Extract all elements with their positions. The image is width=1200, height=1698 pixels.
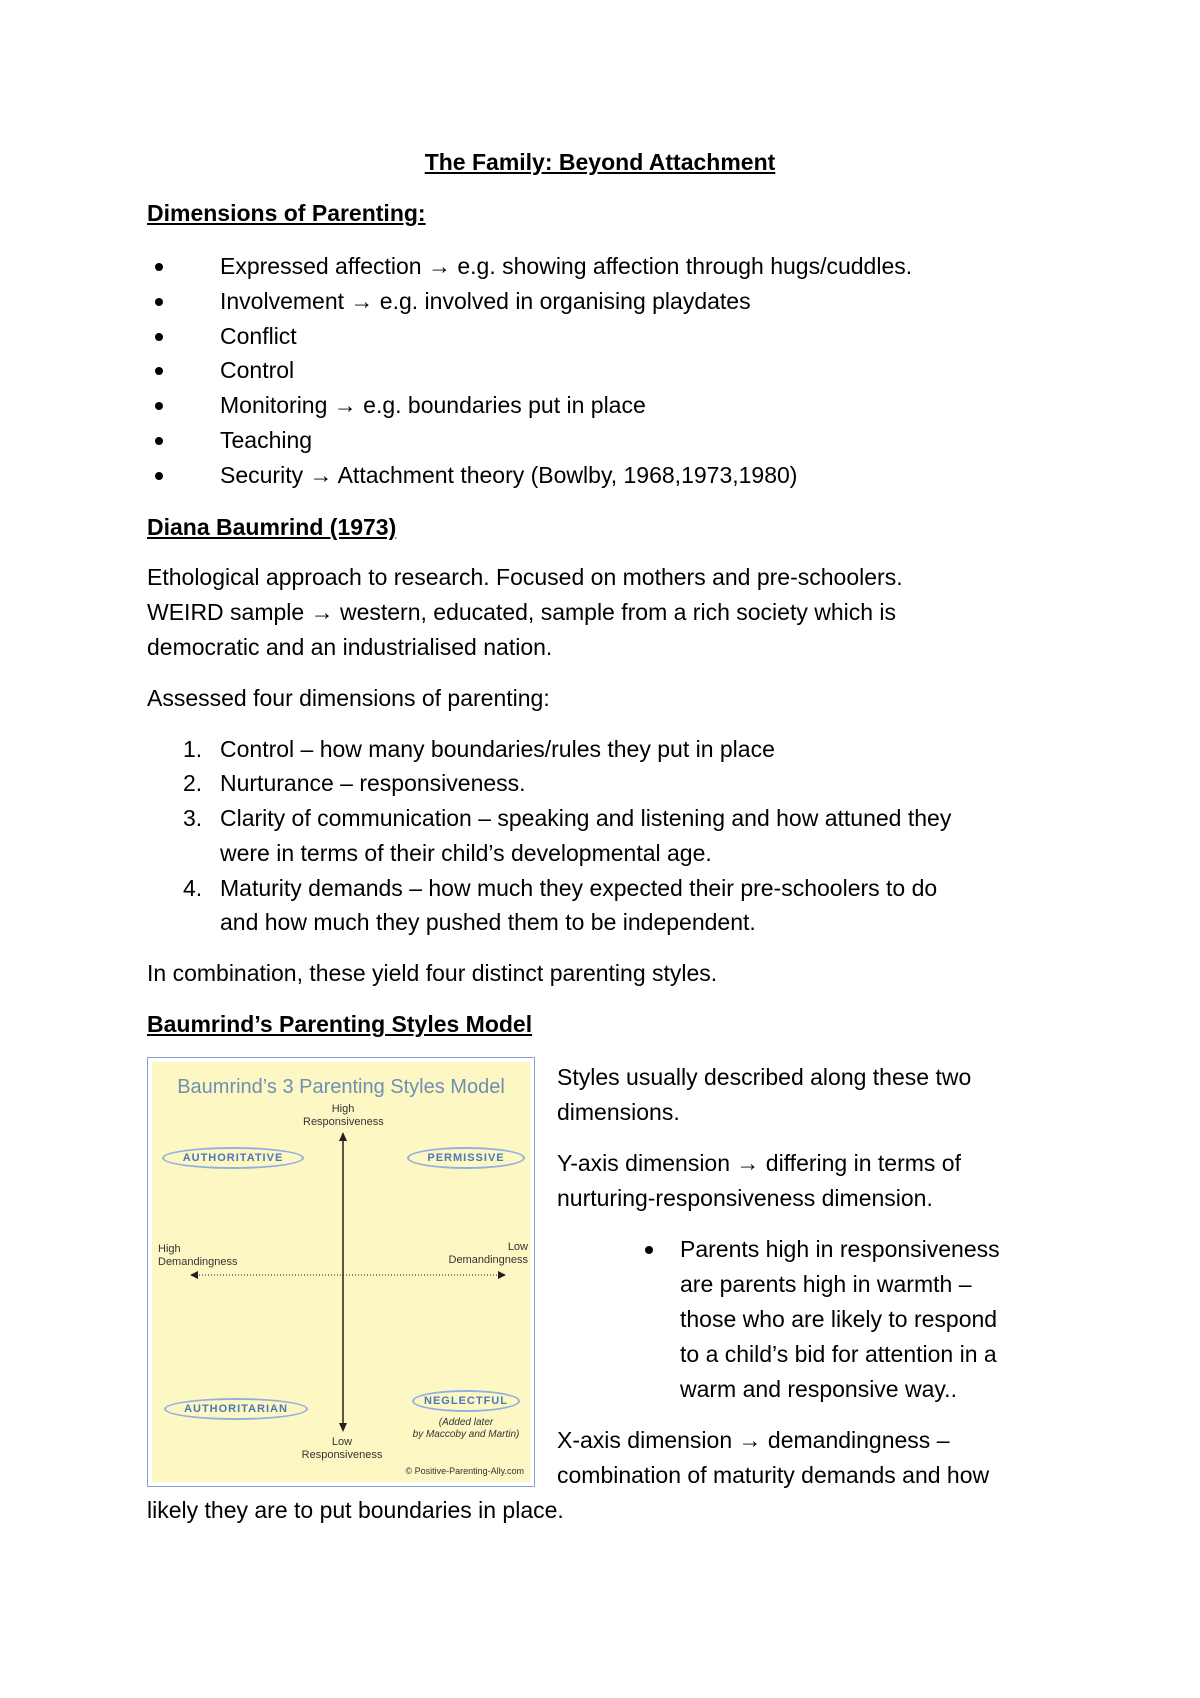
list-number: 3.: [183, 805, 203, 831]
arrow-left-icon: [190, 1271, 198, 1279]
arrow-right-icon: [498, 1271, 506, 1279]
paragraph-line: WEIRD sample → western, educated, sample from a rich society which is: [147, 599, 897, 625]
dimension-item: Security → Attachment theory (Bowlby, 1968,1973,1980): [220, 462, 798, 488]
bullet-marker: [155, 367, 163, 375]
authoritarian-oval: AUTHORITARIAN: [164, 1398, 308, 1420]
parenting-styles-figure: [147, 1057, 535, 1487]
label-line: Low: [507, 1241, 528, 1253]
arrow-up-icon: [339, 1132, 347, 1141]
note-line: by Maccoby and Martin): [412, 1429, 520, 1440]
list-number: 1.: [183, 736, 203, 762]
right-text-line: dimensions.: [557, 1099, 680, 1125]
label-line: Responsiveness: [303, 1116, 384, 1128]
paragraph-line: democratic and an industrialised nation.: [147, 634, 553, 660]
right-bullet-line: those who are likely to respond: [680, 1306, 998, 1332]
authoritative-oval: AUTHORITATIVE: [162, 1147, 304, 1169]
bullet-marker: [645, 1246, 653, 1254]
dimension-item: Expressed affection → e.g. showing affection through hugs/cuddles.: [220, 253, 913, 279]
right-text-line: Y-axis dimension → differing in terms of: [557, 1150, 961, 1176]
label-line: Responsiveness: [301, 1449, 383, 1461]
right-bullet-line: Parents high in responsiveness: [680, 1236, 1000, 1262]
added-later-note: [406, 1417, 526, 1441]
bullet-marker: [155, 437, 163, 445]
dimension-item: Control: [220, 357, 295, 383]
bullet-marker: [155, 298, 163, 306]
note-line: (Added later: [438, 1417, 494, 1428]
right-text-line: nurturing-responsiveness dimension.: [557, 1185, 933, 1211]
list-item: Control – how many boundaries/rules they put in place: [220, 736, 775, 762]
paragraph-line: likely they are to put boundaries in place.: [147, 1497, 564, 1523]
right-text-line: Styles usually described along these two: [557, 1064, 972, 1090]
right-bullet-line: warm and responsive way..: [680, 1376, 957, 1402]
right-text-line: X-axis dimension → demandingness –: [557, 1427, 950, 1453]
list-item: Maturity demands – how much they expected their pre-schoolers to do: [220, 875, 938, 901]
bullet-marker: [155, 333, 163, 341]
list-item: Nurturance – responsiveness.: [220, 770, 526, 796]
combination-line: In combination, these yield four distinct parenting styles.: [147, 960, 718, 986]
dimension-item: Involvement → e.g. involved in organising playdates: [220, 288, 751, 314]
model-heading: Baumrind’s Parenting Styles Model: [147, 1011, 533, 1037]
right-bullet-line: to a child’s bid for attention in a: [680, 1341, 997, 1367]
label-line: Demandingness: [448, 1254, 528, 1266]
label-line: High: [331, 1103, 355, 1115]
assessed-line: Assessed four dimensions of parenting:: [147, 685, 550, 711]
figure-copyright: © Positive-Parenting-Ally.com: [405, 1466, 524, 1476]
dimensions-heading: Dimensions of Parenting:: [147, 200, 426, 226]
bullet-marker: [155, 263, 163, 271]
list-item: Clarity of communication – speaking and listening and how attuned they: [220, 805, 952, 831]
page-title: The Family: Beyond Attachment: [424, 149, 776, 175]
label-line: Demandingness: [158, 1256, 238, 1268]
neglectful-oval: NEGLECTFUL: [412, 1390, 520, 1412]
right-text-line: combination of maturity demands and how: [557, 1462, 990, 1488]
permissive-oval: PERMISSIVE: [407, 1147, 525, 1169]
right-bullet-line: are parents high in warmth –: [680, 1271, 972, 1297]
figure-background: [152, 1062, 530, 1482]
baumrind-heading: Diana Baumrind (1973): [147, 514, 397, 540]
label-line: Low: [331, 1436, 353, 1448]
bullet-marker: [155, 402, 163, 410]
list-number: 4.: [183, 875, 203, 901]
figure-title: Baumrind’s 3 Parenting Styles Model: [177, 1076, 505, 1098]
dimension-item: Monitoring → e.g. boundaries put in place: [220, 392, 646, 418]
dimension-item: Conflict: [220, 323, 297, 349]
list-number: 2.: [183, 770, 203, 796]
list-item-continued: were in terms of their child’s developmental age.: [220, 840, 712, 866]
arrow-down-icon: [339, 1423, 347, 1432]
label-line: High: [158, 1243, 181, 1255]
list-item-continued: and how much they pushed them to be independent.: [220, 909, 756, 935]
paragraph-line: Ethological approach to research. Focused on mothers and pre-schoolers.: [147, 564, 903, 590]
bullet-marker: [155, 472, 163, 480]
dimension-item: Teaching: [220, 427, 313, 453]
